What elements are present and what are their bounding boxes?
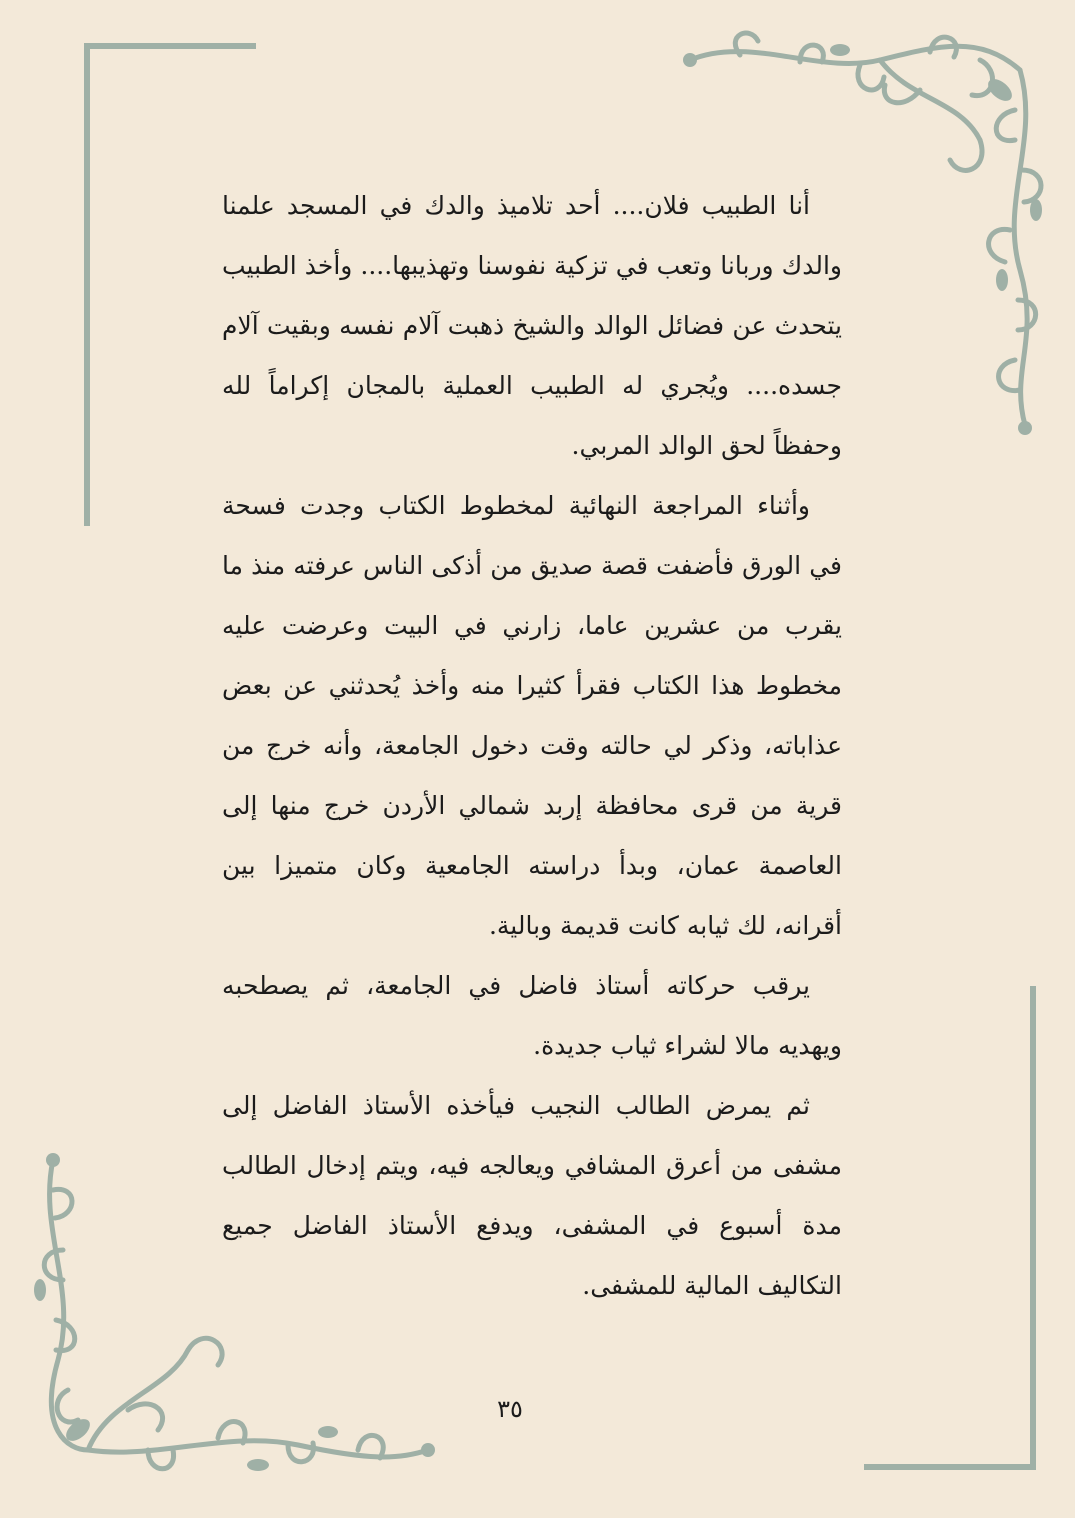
- paragraph-3: يرقب حركاته أستاذ فاضل في الجامعة، ثم يصطحبه ويهديه مالا لشراء ثياب جديدة.: [222, 971, 842, 1060]
- frame-top-horizontal-line: [84, 43, 256, 49]
- paragraph-4: ثم يمرض الطالب النجيب فيأخذه الأستاذ الفاضل إلى مشفى من أعرق المشافي ويعالجه فيه، ويتم إدخال الطالب مدة أسبوع في المشفى، ويدفع الأستاذ الفاضل جميع التكاليف المالية للمشفى.: [222, 1091, 842, 1300]
- frame-bottom-horizontal-line: [864, 1464, 1036, 1470]
- frame-top-vertical-line: [84, 43, 90, 526]
- frame-bottom-vertical-line: [1030, 986, 1036, 1470]
- page-number: ٣٥: [497, 1395, 523, 1423]
- paragraph-1: أنا الطبيب فلان.... أحد تلاميذ والدك في المسجد علمنا والدك وربانا وتعب في تزكية نفوسنا وتهذيبها.... وأخذ الطبيب يتحدث عن فضائل الوالد والشيخ ذهبت آلام نفسه وبقيت آلام جسده.... ويُجري له الطبيب العملية بالمجان إكراماً لله وحفظاً لحق الوالد المربي.: [222, 191, 842, 460]
- paragraph-2: وأثناء المراجعة النهائية لمخطوط الكتاب وجدت فسحة في الورق فأضفت قصة صديق من أذكى الناس عرفته منذ ما يقرب من عشرين عاما، زارني في البيت وعرضت عليه مخطوط هذا الكتاب فقرأ كثيرا منه وأخذ يُحدثني عن بعض عذاباته، وذكر لي حالته وقت دخول الجامعة، وأنه خرج من قرية من قرى محافظة إربد شمالي الأردن خرج منها إلى العاصمة عمان، وبدأ دراسته الجامعية وكان متميزا بين أقرانه، لك ثيابه كانت قديمة وبالية.: [222, 491, 842, 940]
- body-text: [222, 176, 842, 1316]
